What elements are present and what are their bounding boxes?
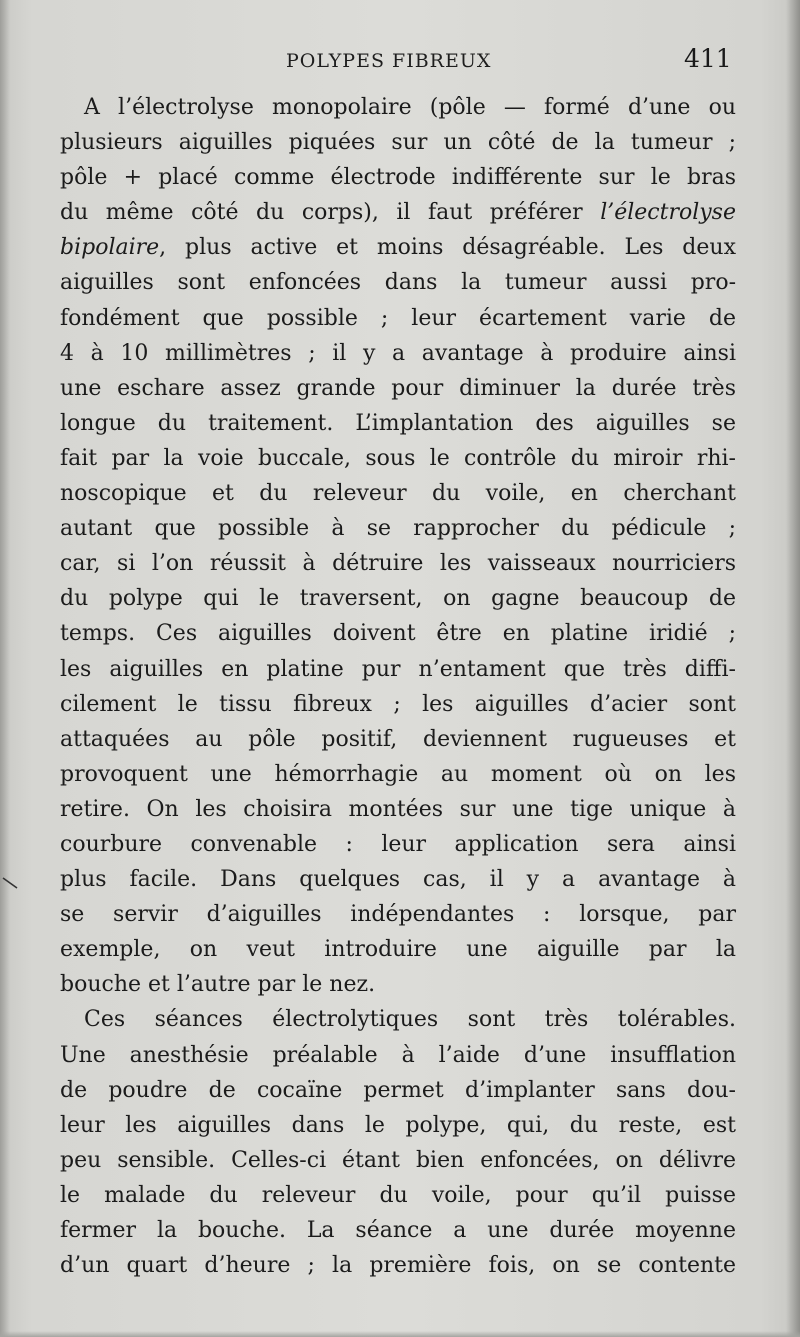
text-line: se servir d’aiguilles indépendantes : lorsque, par: [60, 902, 736, 928]
text-line: les aiguilles en platine pur n’entament que très diffi-: [60, 656, 736, 682]
text-line: une eschare assez grande pour diminuer la durée très: [60, 375, 736, 401]
italic-term: l’électrolyse: [600, 200, 736, 226]
text-fragment: du même côté du corps), il faut préférer: [60, 200, 583, 226]
italic-term: bipolaire: [60, 235, 160, 261]
text-line: de poudre de cocaïne permet d’implanter sans dou-: [60, 1077, 736, 1103]
text-line: temps. Ces aiguilles doivent être en platine iridié ;: [60, 621, 736, 647]
margin-tick-mark: [2, 876, 20, 890]
text-line: courbure convenable : leur application sera ainsi: [60, 831, 736, 857]
page-header: [0, 44, 800, 78]
text-line: [60, 195, 736, 230]
text-line: le malade du releveur du voile, pour qu’il puisse: [60, 1182, 736, 1208]
text-line: fermer la bouche. La séance a une durée moyenne: [60, 1218, 736, 1243]
text-line: plus facile. Dans quelques cas, il y a avantage à: [60, 867, 736, 893]
text-line: du polype qui le traversent, on gagne beaucoup de: [60, 586, 736, 612]
text-line: A l’électrolyse monopolaire (pôle — formé d’une ou: [84, 95, 736, 120]
text-fragment: , plus active et moins désagréable. Les deux: [159, 235, 736, 261]
text-line: exemple, on veut introduire une aiguille par la: [60, 937, 736, 963]
paragraph-2: [60, 1002, 736, 1283]
text-line: autant que possible à se rapprocher du pédicule ;: [60, 516, 736, 542]
scan-shadow-right: [786, 0, 800, 1337]
text-line: fait par la voie buccale, sous le contrôle du miroir rhi-: [60, 445, 736, 471]
text-line: retire. On les choisira montées sur une tige unique à: [60, 796, 736, 822]
body-text: [60, 90, 736, 1283]
text-line: Une anesthésie préalable à l’aide d’une insufflation: [60, 1042, 736, 1068]
text-line: aiguilles sont enfoncées dans la tumeur aussi pro-: [60, 270, 736, 296]
text-line: Ces séances électrolytiques sont très tolérables.: [84, 1007, 736, 1033]
page-number: 411: [684, 44, 732, 73]
text-line: car, si l’on réussit à détruire les vaisseaux nourriciers: [60, 551, 736, 577]
text-line: cilement le tissu fibreux ; les aiguilles d’acier sont: [60, 691, 736, 717]
text-line: pôle + placé comme électrode indifférente sur le bras: [60, 165, 736, 191]
scan-shadow-left: [0, 0, 10, 1337]
scan-shadow-bottom: [0, 1331, 800, 1337]
text-line: provoquent une hémorrhagie au moment où on les: [60, 761, 736, 787]
text-line: 4 à 10 millimètres ; il y a avantage à produire ainsi: [60, 340, 736, 366]
text-line: [60, 230, 736, 265]
running-title: POLYPES FIBREUX: [286, 50, 492, 72]
text-line: noscopique et du releveur du voile, en cherchant: [60, 481, 736, 507]
text-line: plusieurs aiguilles piquées sur un côté de la tumeur ;: [60, 130, 736, 156]
text-line: leur les aiguilles dans le polype, qui, du reste, est: [60, 1112, 736, 1138]
text-line: d’un quart d’heure ; la première fois, on se contente: [60, 1253, 736, 1279]
text-line: fondément que possible ; leur écartement varie de: [60, 305, 736, 331]
text-line: attaquées au pôle positif, deviennent rugueuses et: [60, 726, 736, 752]
text-line: bouche et l’autre par le nez.: [60, 972, 376, 998]
paragraph-1: [60, 90, 736, 1002]
text-line: peu sensible. Celles-ci étant bien enfoncées, on délivre: [60, 1147, 736, 1173]
text-line: longue du traitement. L’implantation des aiguilles se: [60, 410, 736, 436]
